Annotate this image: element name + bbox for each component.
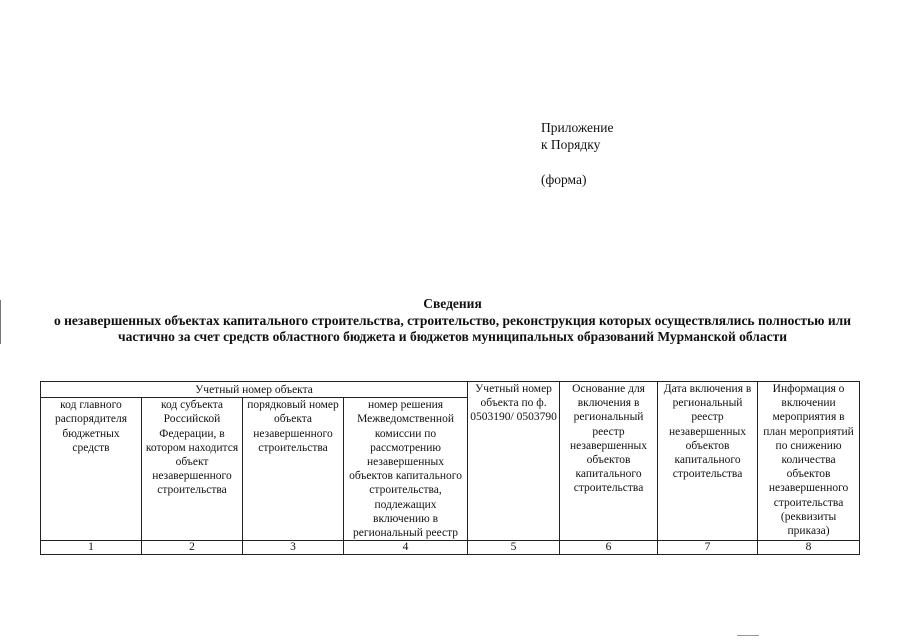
page-bottom-mark [737, 635, 759, 636]
document-subtitle: о незавершенных объектах капитального строительства, строительство, реконструкция которых осуществлялись полностью или частично за счет средств областного бюджета и бюджетов муниципальных образований Мурманской области [54, 312, 851, 344]
column-header-cell: Дата включения в региональный реестр незавершенных объектов капитального строительства [658, 382, 758, 541]
document-heading [40, 296, 865, 346]
column-header-cell: порядковый номер объекта незавершенного строительства [243, 398, 344, 541]
appendix-line: Приложение [541, 120, 614, 135]
column-number-cell: 6 [560, 541, 658, 555]
column-number-cell: 3 [243, 541, 344, 555]
column-header-cell: номер решения Межведомственной комиссии по рассмотрению незавершенных объектов капитального строительства, подлежащих включению в региональный реестр [344, 398, 468, 541]
column-header-cell: код субъекта Российской Федерации, в котором находится объект незавершенного строительства [142, 398, 243, 541]
column-number-cell: 2 [142, 541, 243, 555]
table-header-row [41, 382, 860, 398]
column-number-cell: 5 [468, 541, 560, 555]
column-number-row [41, 541, 860, 555]
column-number-cell: 4 [344, 541, 468, 555]
document-title: Сведения [423, 296, 482, 311]
column-header-cell: Информация о включении мероприятия в план мероприятий по снижению количества объектов незавершенного строительства (реквизиты приказа) [758, 382, 860, 541]
page-edge-mark [0, 300, 1, 344]
appendix-line-order: к Порядку [541, 137, 601, 152]
column-header-cell: Учетный номер объекта по ф. 0503190/ 0503790 [468, 382, 560, 541]
column-header-cell: код главного распорядителя бюджетных средств [41, 398, 142, 541]
report-form-table [40, 381, 860, 555]
form-note: (форма) [541, 172, 587, 187]
appendix-note [541, 119, 613, 188]
column-number-cell: 1 [41, 541, 142, 555]
column-number-cell: 7 [658, 541, 758, 555]
column-header-cell: Основание для включения в региональный реестр незавершенных объектов капитального строительства [560, 382, 658, 541]
group-header-cell: Учетный номер объекта [41, 382, 468, 398]
column-number-cell: 8 [758, 541, 860, 555]
